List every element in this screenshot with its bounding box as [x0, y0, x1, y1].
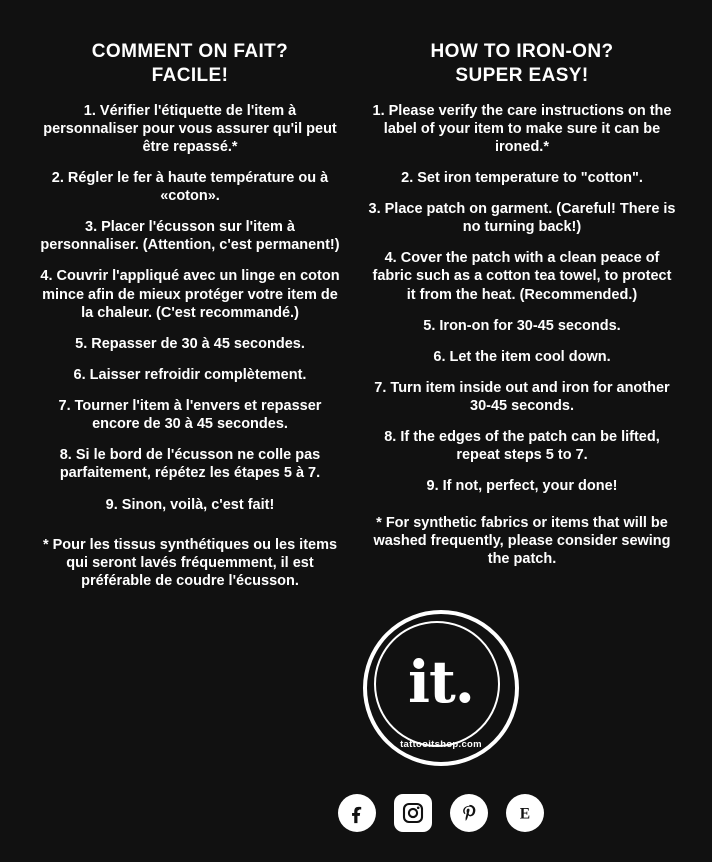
english-step-9: 9. If not, perfect, your done! [426, 478, 618, 495]
english-step-1: 1. Please verify the care instructions on the label of your item to make sure it can be ironed.* [372, 102, 672, 155]
logo-wordmark: it. [407, 648, 475, 716]
french-step-6: 6. Laisser refroidir complètement. [73, 366, 307, 383]
french-heading-line1: COMMENT ON FAIT? [91, 41, 289, 62]
english-step-5: 5. Iron-on for 30-45 seconds. [423, 317, 621, 334]
social-icons-row [0, 794, 712, 832]
english-step-6: 6. Let the item cool down. [433, 348, 611, 365]
french-step-1: 1. Vérifier l'étiquette de l'item à personnaliser pour vous assurer qu'il peut être repassé.* [43, 102, 337, 155]
french-step-7: 7. Tourner l'item à l'envers et repasser encore de 30 à 45 secondes. [58, 398, 322, 433]
french-step-9: 9. Sinon, voilà, c'est fait! [105, 496, 275, 513]
french-heading [30, 40, 350, 88]
french-step-8: 8. Si le bord de l'écusson ne colle pas parfaitement, répétez les étapes 5 à 7. [59, 447, 321, 482]
etsy-icon[interactable] [506, 794, 544, 832]
french-footnote: * Pour les tissus synthétiques ou les items qui seront lavés fréquemment, il est préférable de coudre l'écusson. [42, 536, 338, 589]
french-heading-line2: FACILE! [151, 64, 229, 86]
french-step-3: 3. Placer l'écusson sur l'item à personnaliser. (Attention, c'est permanent!) [40, 219, 340, 254]
logo-area [0, 610, 712, 766]
english-step-7: 7. Turn item inside out and iron for another 30-45 seconds. [374, 379, 670, 414]
instagram-icon[interactable] [394, 794, 432, 832]
english-footnote: * For synthetic fabrics or items that will be washed frequently, please consider sewing the patch. [373, 514, 671, 567]
logo-website-url: tattooitshop.com [400, 739, 482, 750]
french-instructions-column [30, 40, 350, 605]
english-step-4: 4. Cover the patch with a clean peace of fabric such as a cotton tea towel, to protect it from the heat. (Recommended.) [372, 250, 672, 303]
french-step-4: 4. Couvrir l'appliqué avec un linge en coton mince afin de mieux protéger votre item de la chaleur. (C'est recommandé.) [40, 268, 340, 321]
svg-text:E: E [519, 805, 531, 823]
english-step-2: 2. Set iron temperature to "cotton". [401, 169, 643, 186]
english-instructions-column [362, 40, 682, 605]
english-heading-line2: SUPER EASY! [455, 64, 589, 86]
english-heading-line1: HOW TO IRON-ON? [430, 41, 614, 62]
english-step-8: 8. If the edges of the patch can be lifted, repeat steps 5 to 7. [384, 429, 660, 464]
pinterest-icon[interactable] [450, 794, 488, 832]
english-step-3: 3. Place patch on garment. (Careful! There is no turning back!) [368, 201, 676, 236]
brand-logo [363, 610, 519, 766]
french-step-2: 2. Régler le fer à haute température ou à «coton». [51, 169, 329, 204]
english-heading [362, 40, 682, 88]
facebook-icon[interactable] [338, 794, 376, 832]
french-step-5: 5. Repasser de 30 à 45 secondes. [75, 335, 305, 352]
